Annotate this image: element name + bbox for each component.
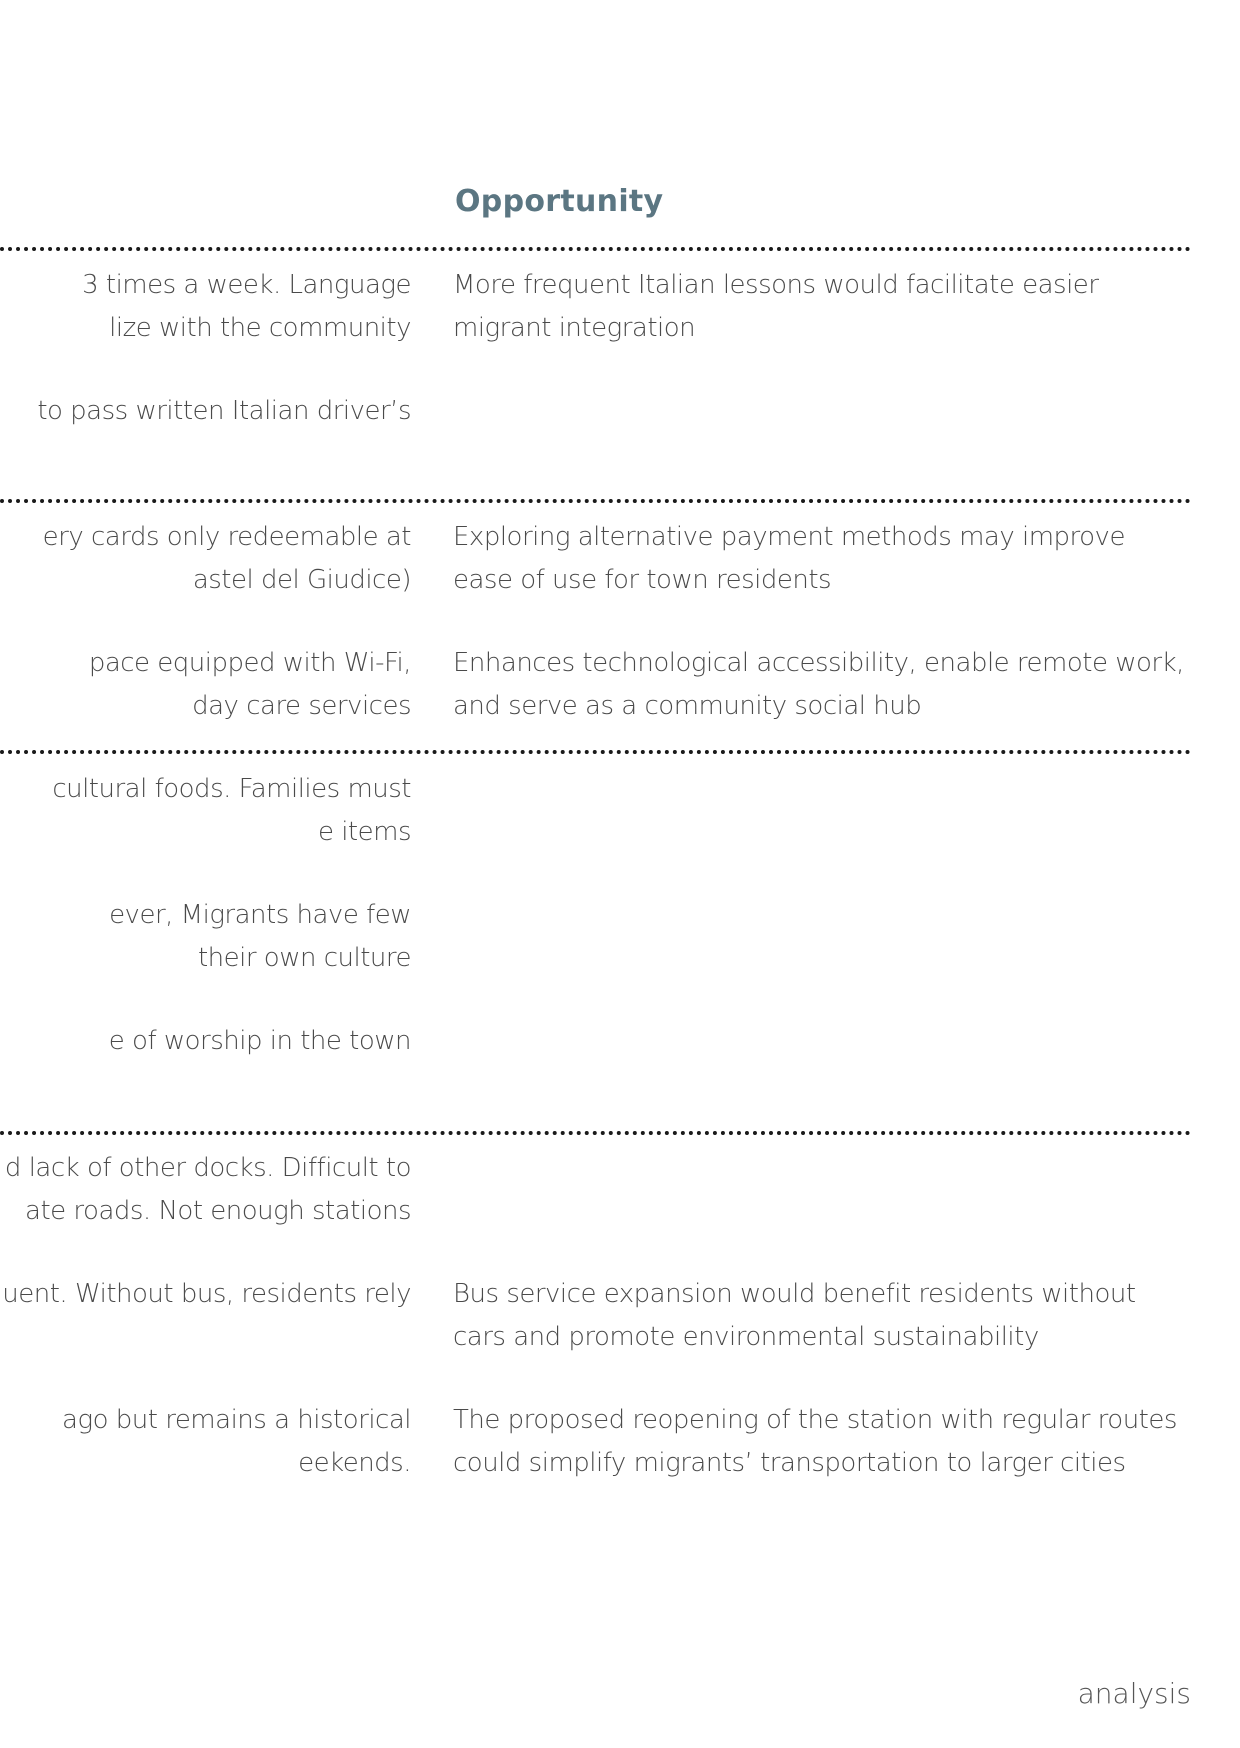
row-6-left-text: e of worship in the town xyxy=(108,1026,411,1056)
row-2-opportunity-text: Exploring alternative payment methods may improve ease of use for town residents xyxy=(453,522,1125,595)
section-divider xyxy=(0,750,1191,754)
section-divider xyxy=(0,499,1191,503)
section-divider xyxy=(0,247,1191,251)
footer-section-label: analysis xyxy=(1077,1677,1191,1710)
row-4-left-text: cultural foods. Families must e items xyxy=(52,774,411,847)
row-3-opportunity-text: Enhances technological accessibility, enable remote work, and serve as a community social hub xyxy=(453,648,1184,721)
row-1-left-text: to pass written Italian driver’s xyxy=(37,396,411,426)
row-8-opportunity-text: Bus service expansion would benefit residents without cars and promote environmental sustainability xyxy=(453,1279,1136,1352)
row-2-left-text: ery cards only redeemable at astel del Giudice) xyxy=(42,522,411,595)
opportunity-column-heading: Opportunity xyxy=(455,184,664,219)
row-8-left-text: uent. Without bus, residents rely xyxy=(2,1279,411,1309)
row-7-left-text: d lack of other docks. Difficult to ate roads. Not enough stations xyxy=(4,1153,411,1226)
row-5-left-text: ever, Migrants have few their own culture xyxy=(109,900,411,973)
row-9-left-text: ago but remains a historical eekends. xyxy=(62,1405,411,1478)
section-divider xyxy=(0,1131,1191,1135)
row-3-left-text: pace equipped with Wi-Fi, day care services xyxy=(88,648,411,721)
row-9-opportunity-text: The proposed reopening of the station with regular routes could simplify migrants’ transportation to larger cities xyxy=(453,1405,1177,1478)
row-0-opportunity-text: More frequent Italian lessons would facilitate easier migrant integration xyxy=(453,270,1099,343)
row-0-left-text: 3 times a week. Language lize with the community xyxy=(82,270,411,343)
